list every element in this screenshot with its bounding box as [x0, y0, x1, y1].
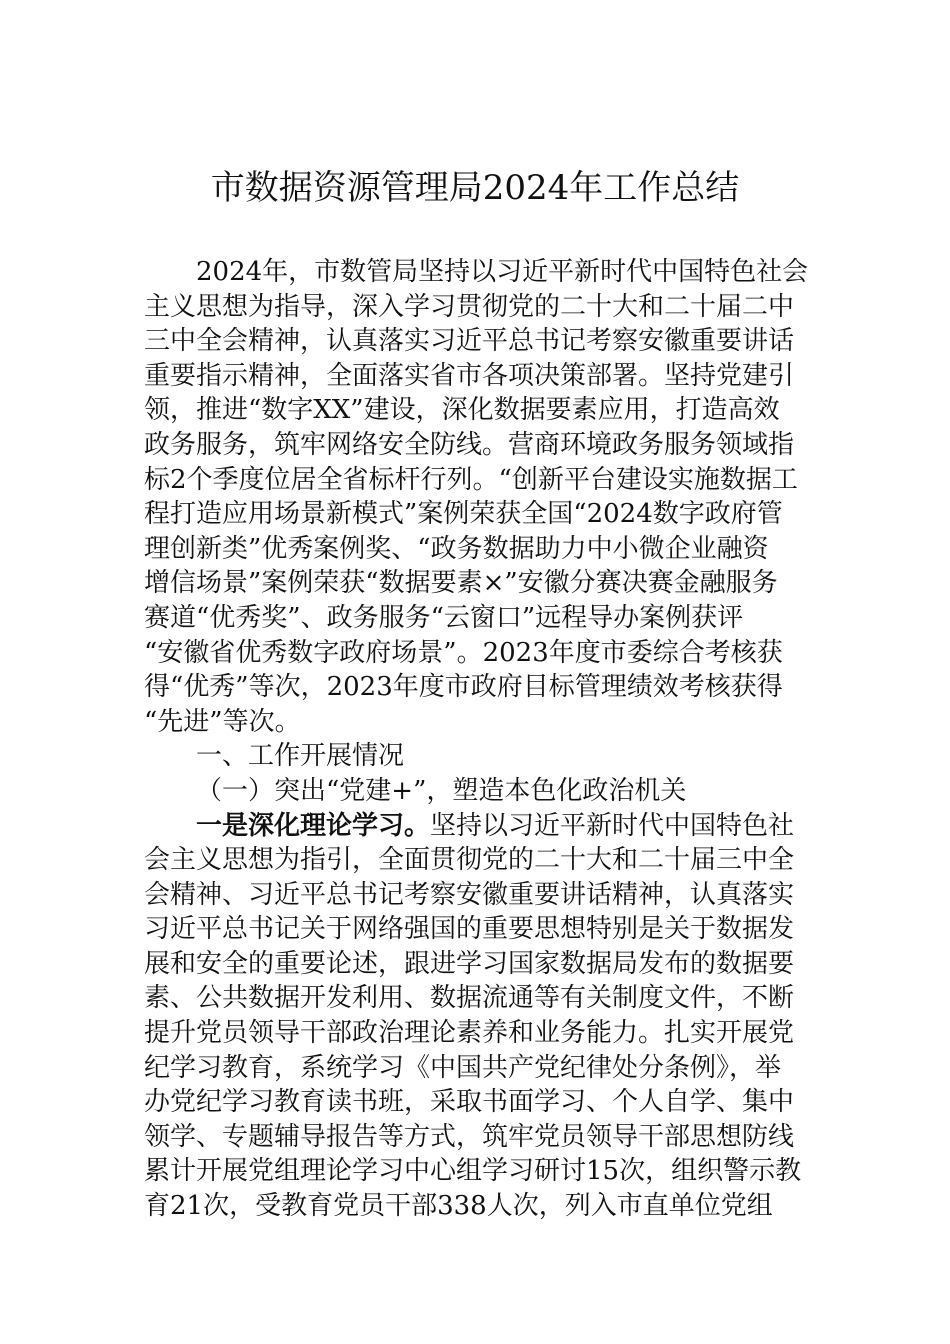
point-first-line: [144, 809, 808, 844]
document-title: 市数据资源管理局2024年工作总结: [210, 168, 740, 208]
section-heading: 一、工作开展情况: [196, 741, 405, 772]
text-line: 重要指示精神，全面落实省市各项决策部署。坚持党建引: [144, 360, 795, 391]
text-line: 程打造应用场景新模式”案例荣获全国“2024数字政府管: [144, 499, 783, 530]
text-line: 增信场景”案例荣获“数据要素×”安徽分赛决赛金融服务: [144, 568, 778, 599]
text-line: 主义思想为指导，深入学习贯彻党的二十大和二十届二中: [144, 291, 795, 322]
text-line: 习近平总书记关于网络强国的重要思想特别是关于数据发: [144, 914, 795, 945]
text-line: “先进”等次。: [144, 706, 301, 737]
subsection-heading: （一）突出“党建+”，塑造本色化政治机关: [196, 775, 687, 806]
text-line: 领学、专题辅导报告等方式，筑牢党员领导干部思想防线: [144, 1121, 795, 1152]
point-heading: 一是深化理论学习。: [196, 810, 431, 841]
text-line: 办党纪学习教育读书班，采取书面学习、个人自学、集中: [144, 1087, 795, 1118]
text-line: 会主义思想为指引，全面贯彻党的二十大和二十届三中全: [144, 845, 795, 876]
text-line: 育21次，受教育党员干部338人次，列入市直单位党组: [144, 1191, 773, 1222]
text-line: 理创新类”优秀案例奖、“政务数据助力中小微企业融资: [144, 533, 769, 564]
intro-paragraph: [144, 255, 808, 1224]
text-line: 三中全会精神，认真落实习近平总书记考察安徽重要讲话: [144, 326, 795, 357]
text-line: “安徽省优秀数字政府场景”。2023年度市委综合考核获: [144, 637, 783, 668]
text-line: 领，推进“数字XX”建设，深化数据要素应用，打造高效: [144, 395, 780, 426]
text-line: 2024年，市数管局坚持以习近平新时代中国特色社会: [196, 257, 808, 287]
text-line: 素、公共数据开发利用、数据流通等有关制度文件，不断: [144, 983, 795, 1014]
text-line: 提升党员领导干部政治理论素养和业务能力。扎实开展党: [144, 1018, 795, 1049]
point-text: 坚持以习近平新时代中国特色社: [430, 810, 795, 841]
text-line: 得“优秀”等次，2023年度市政府目标管理绩效考核获得: [144, 672, 783, 703]
text-line: 累计开展党组理论学习中心组学习研讨15次，组织警示教: [144, 1156, 802, 1187]
text-line: 政务服务，筑牢网络安全防线。营商环境政务服务领域指: [144, 429, 795, 460]
text-line: 标2个季度位居全省标杆行列。“创新平台建设实施数据工: [144, 464, 798, 495]
text-line: 会精神、习近平总书记考察安徽重要讲话精神，认真落实: [144, 879, 795, 910]
text-line: 纪学习教育，系统学习《中国共产党纪律处分条例》，举: [144, 1052, 782, 1083]
text-line: 赛道“优秀奖”、政务服务“云窗口”远程导办案例获评: [144, 602, 744, 633]
text-line: 展和安全的重要论述，跟进学习国家数据局发布的数据要: [144, 948, 795, 979]
